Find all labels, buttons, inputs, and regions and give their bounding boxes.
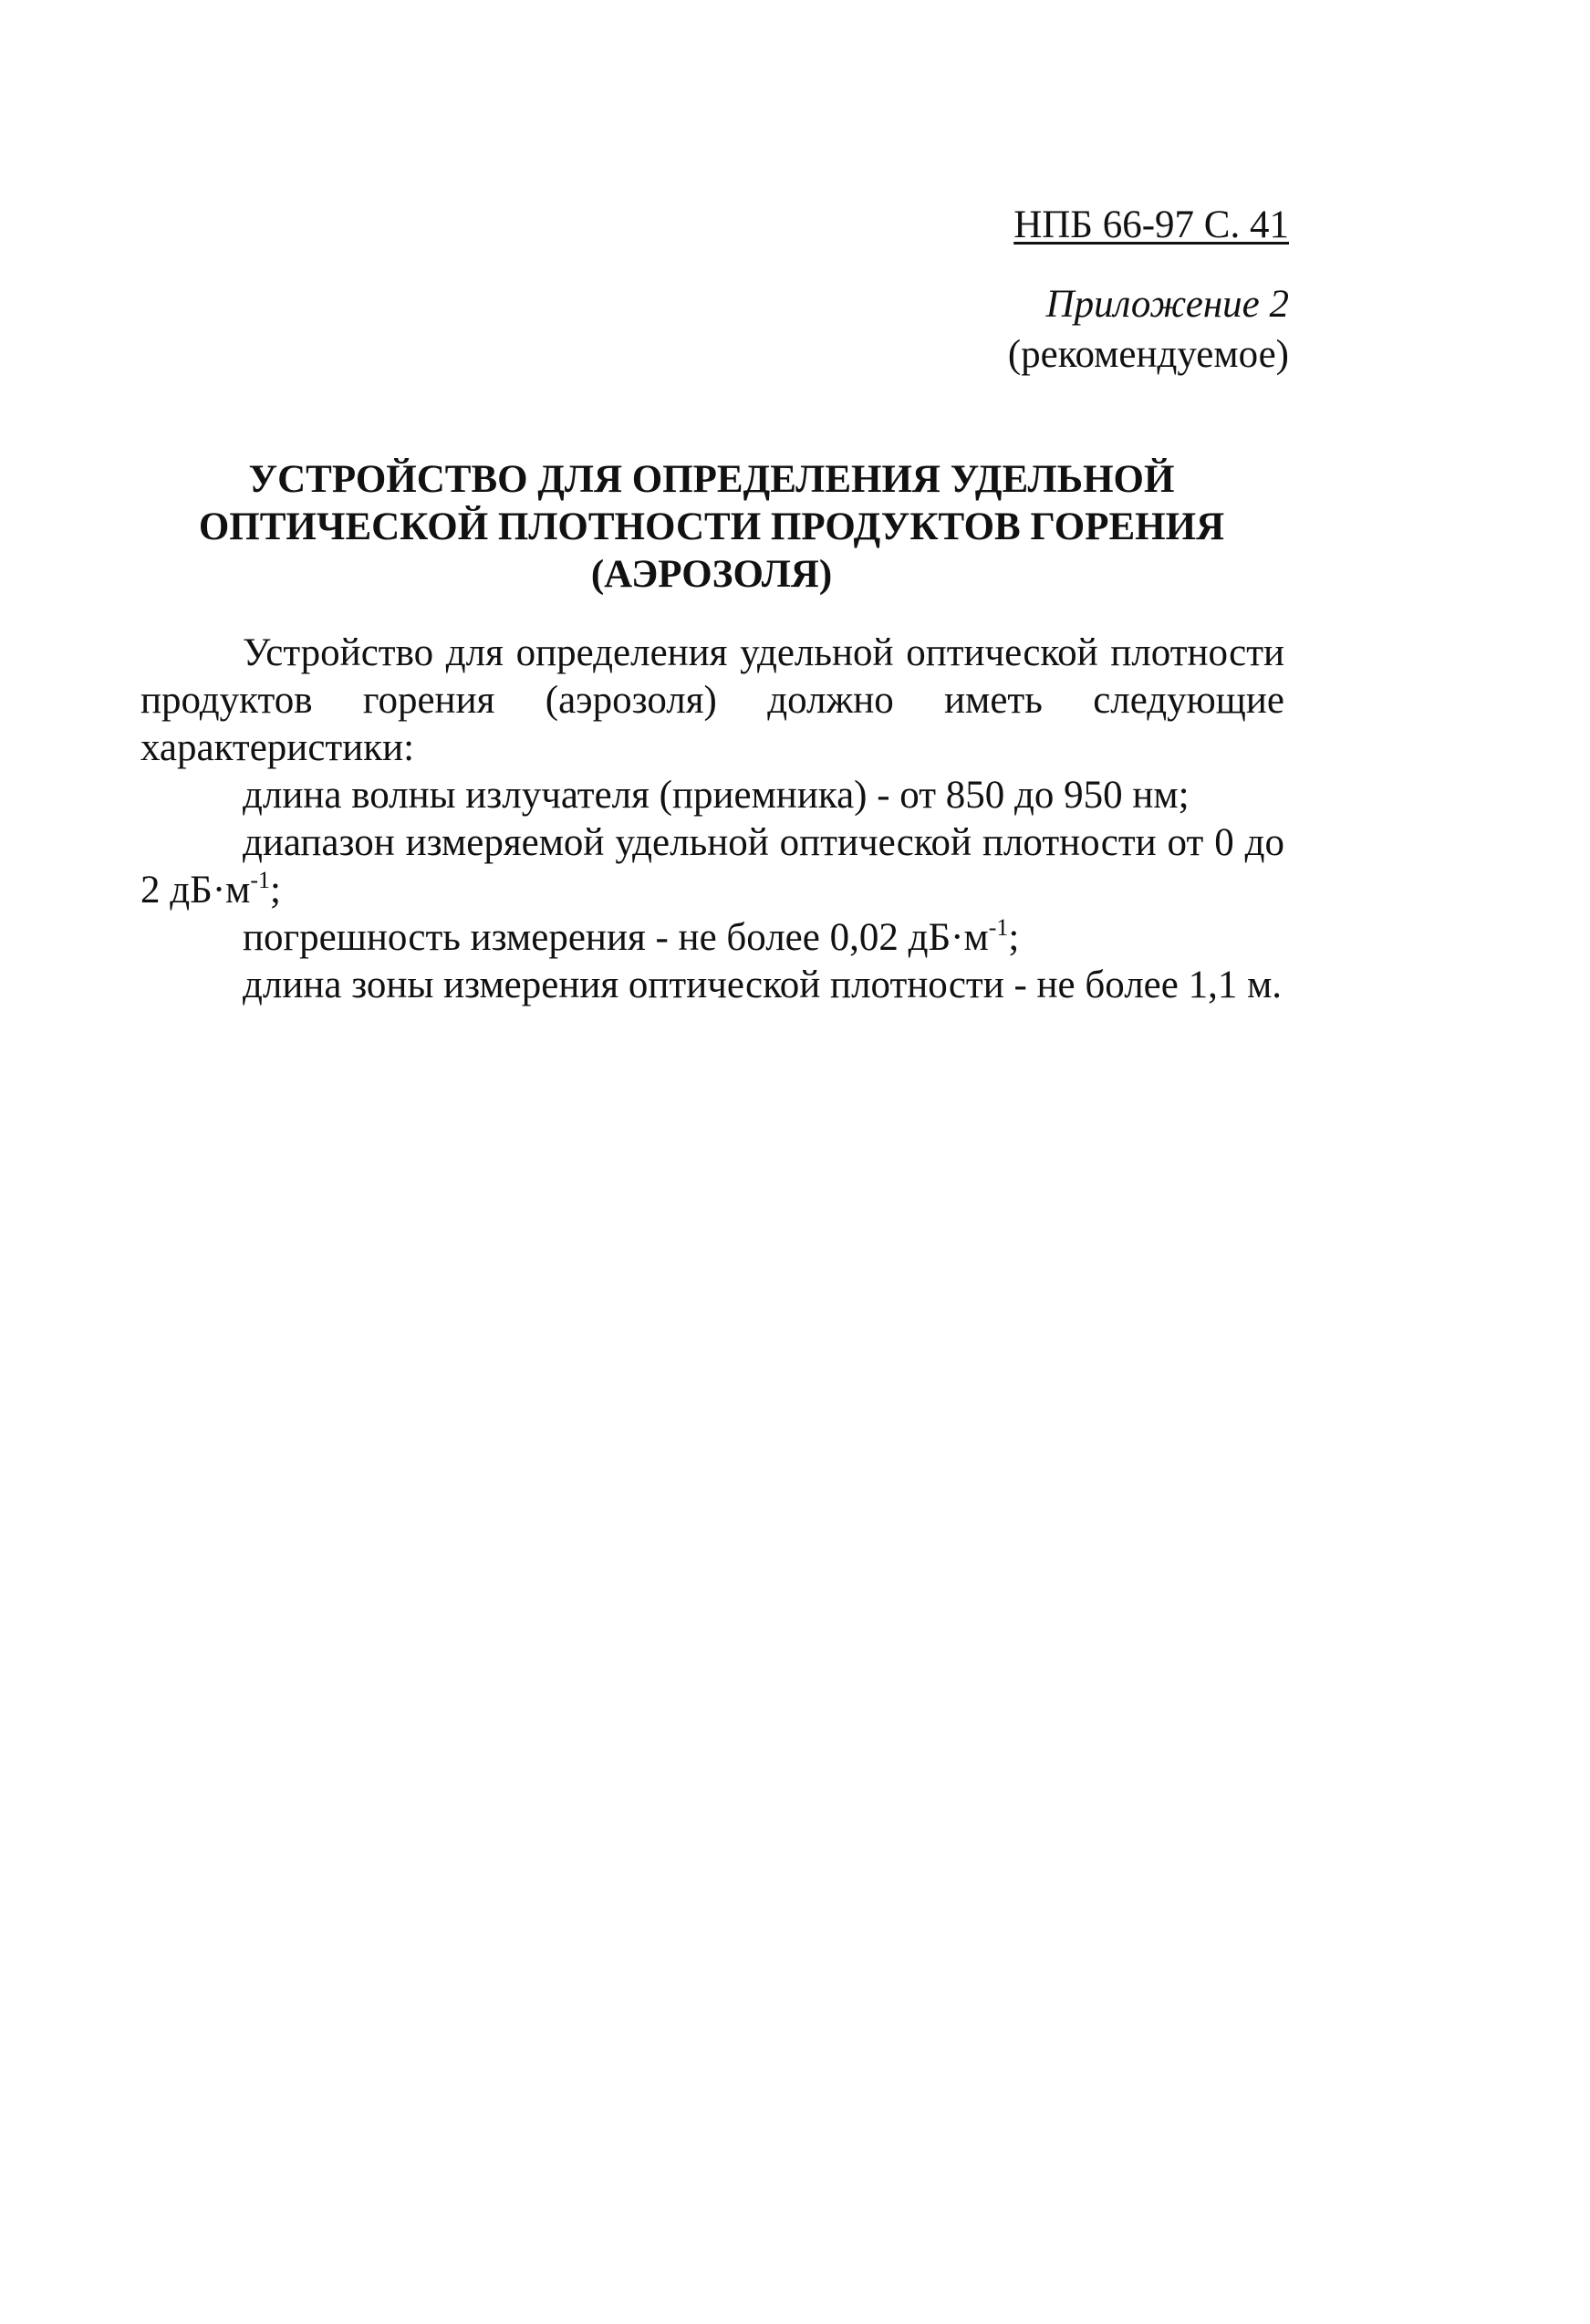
range-text: диапазон измеряемой удельной оптической плотности от 0 до 2 дБ·м	[140, 821, 1284, 912]
spec-item-wavelength: длина волны излучателя (приемника) - от 850 до 950 нм;	[243, 774, 1190, 817]
range-terminator: ;	[270, 869, 281, 912]
body-text	[140, 630, 1284, 1009]
spec-item-error	[140, 914, 1284, 962]
appendix-label: Приложение 2	[1045, 283, 1289, 326]
spec-item-error-text	[243, 916, 1019, 959]
error-text: погрешность измерения - не более 0,02 дБ·м	[243, 916, 989, 959]
appendix-block	[1008, 279, 1289, 380]
title-line-1: УСТРОЙСТВО ДЛЯ ОПРЕДЕЛЕНИЯ УДЕЛЬНОЙ	[248, 458, 1175, 501]
error-terminator: ;	[1008, 916, 1020, 959]
spec-item-range	[140, 819, 1284, 914]
document-reference-header: НПБ 66-97 С. 41	[1013, 203, 1289, 246]
intro-paragraph: Устройство для определения удельной оптической плотности продуктов горения (аэрозоля) должно иметь следующие характеристики:	[140, 631, 1284, 769]
spec-item-zone: длина зоны измерения оптической плотности - не более 1,1 м.	[243, 964, 1283, 1006]
title-line-2: ОПТИЧЕСКОЙ ПЛОТНОСТИ ПРОДУКТОВ ГОРЕНИЯ	[198, 505, 1225, 548]
range-exponent: -1	[250, 867, 271, 893]
title-line-3: (АЭРОЗОЛЯ)	[590, 553, 833, 596]
spec-item-range-text	[140, 821, 1284, 912]
error-exponent: -1	[988, 914, 1009, 941]
document-title	[146, 456, 1277, 599]
appendix-type: (рекомендуемое)	[1007, 333, 1289, 376]
